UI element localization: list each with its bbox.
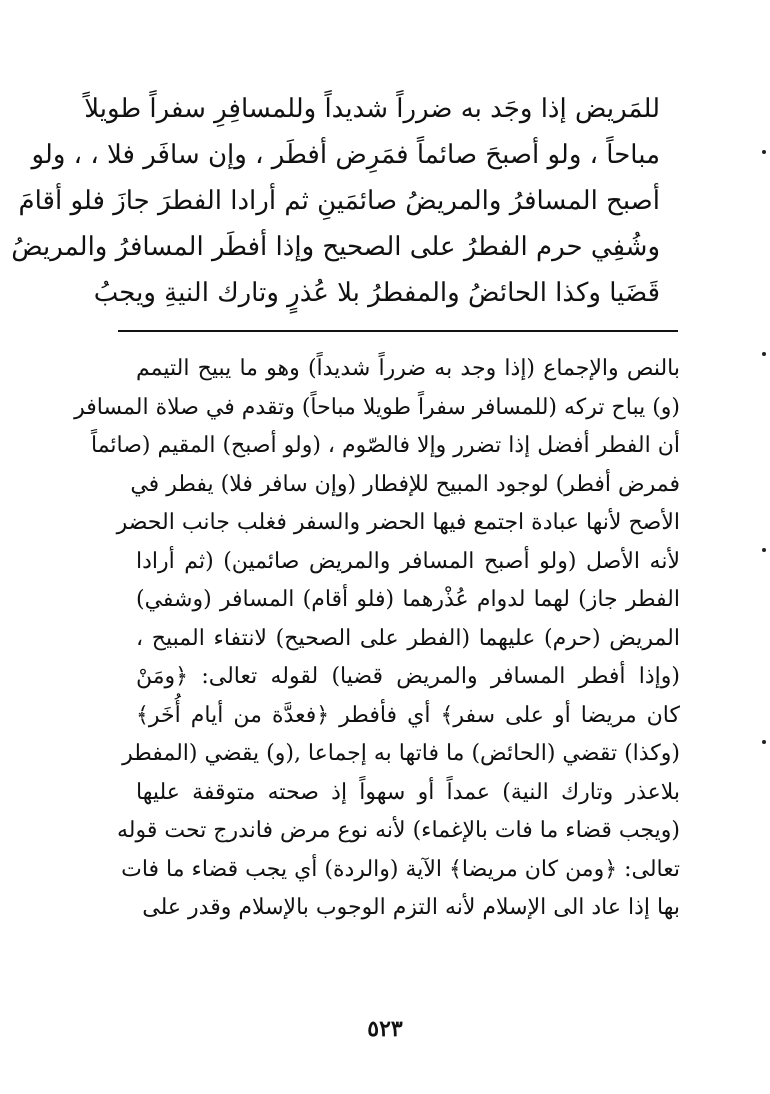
page-number: ٥٢٣ (367, 1016, 403, 1042)
main-text-block (11, 86, 660, 316)
main-text-line: للمَريض إذا وجَد به ضرراً شديداً وللمسافِرِ سفراً طويلاً (84, 94, 660, 124)
commentary-line: تعالى: ﴿ومن كان مريضا﴾ الآية (والردة) أي يجب قضاء ما فات (121, 856, 680, 882)
commentary-line: بها إذا عاد الى الإسلام لأنه التزم الوجوب بالإسلام وقدر على (142, 895, 680, 920)
commentary-line: بلاعذر وتارك النية) عمداً أو سهواً إذ صحته متوقفة عليها (136, 779, 680, 805)
commentary-line: الفطر جاز) لهما لدوام عُذْرهما (فلو أقام) المسافر (وشفي) (136, 587, 680, 612)
margin-mark (762, 548, 766, 552)
margin-mark (762, 352, 766, 356)
commentary-line: بالنص والإجماع (إذا وجد به ضرراً شديداً) وهو ما يبيح التيمم (136, 356, 680, 381)
commentary-text-block (74, 350, 680, 928)
commentary-line: فمرض أفطر) لوجود المبيح للإفطار (وإن سافر فلا) يفطر في (130, 471, 680, 497)
commentary-line: (و) يباح تركه (للمسافر سفراً طويلا مباحاً) وتقدم في صلاة المسافر (74, 394, 680, 420)
commentary-line: الأصح لأنها عبادة اجتمع فيها الحضر والسفر فغلب جانب الحضر (116, 510, 680, 535)
commentary-line: كان مريضا أو على سفر﴾ أي فأفطر ﴿فعدَّة من أيام أُخَر﴾ (136, 702, 680, 728)
main-text-line: أصبح المسافرُ والمريضُ صائمَينِ ثم أرادا الفطرَ جازَ فلو أقامَ (18, 186, 660, 216)
commentary-line: (وإذا أفطر المسافر والمريض قضيا) لقوله تعالى: ﴿ومَنْ (136, 664, 680, 689)
main-text-line: وشُفِي حرم الفطرُ على الصحيح وإذا أفطَر المسافرُ والمريضُ (11, 232, 660, 262)
commentary-line: أن الفطر أفضل إذا تضرر وإلا فالصّوم ، (ولو أصبح) المقيم (صائماً (91, 433, 680, 458)
commentary-line: لأنه الأصل (ولو أصبح المسافر والمريض صائمين) (ثم أرادا (136, 548, 680, 574)
margin-mark (762, 740, 766, 744)
commentary-line: (ويجب قضاء ما فات بالإغماء) لأنه نوع مرض فاندرج تحت قوله (117, 818, 680, 843)
commentary-line: المريض (حرم) عليهما (الفطر على الصحيح) لانتفاء المبيح ، (136, 625, 680, 651)
main-text-line: مباحاً ، ولو أصبحَ صائماً فمَرِض أفطَر ، وإن سافَر فلا ، ، ولو (31, 140, 660, 170)
commentary-line: (وكذا) تقضي (الحائض) ما فاتها به إجماعا ,(و) يقضي (المفطر (122, 741, 680, 766)
separator-rule (118, 330, 678, 332)
margin-mark (762, 150, 766, 154)
main-text-line: قَضَيا وكذا الحائضُ والمفطرُ بلا عُذرٍ وتارك النيةِ ويجبُ (93, 278, 660, 308)
